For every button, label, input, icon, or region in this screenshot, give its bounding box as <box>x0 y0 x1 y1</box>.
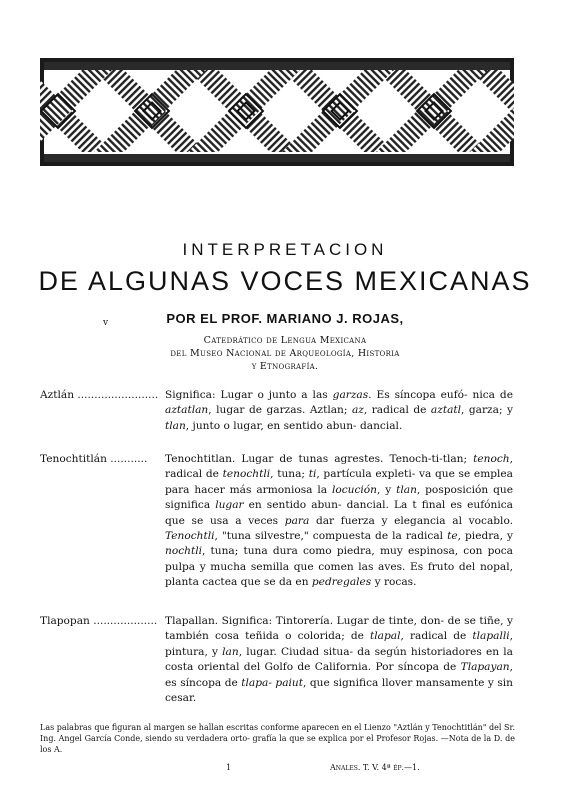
definition-text: , pintura, y <box>165 630 513 658</box>
annals-reference: Anales. T. V. 4ª ép.—1. <box>330 763 420 772</box>
definition-text: , posposición que significa <box>165 483 514 512</box>
definition-text: en sentido abun- dancial. La t final es eufónica que se usa a veces <box>165 499 513 527</box>
entry-definition <box>165 388 513 434</box>
italic-term: pedregales <box>311 576 372 589</box>
entry-term: Tenochtitlán ........... <box>40 453 148 465</box>
italic-term: lan <box>222 645 239 658</box>
italic-term: ti <box>308 468 317 481</box>
affiliation-line-1: Catedrático de Lengua Mexicana <box>203 335 367 346</box>
definition-text: , tuna; <box>270 468 309 481</box>
italic-term: te <box>447 530 458 543</box>
definition-text: , y <box>376 483 397 496</box>
entry-definition <box>165 452 513 591</box>
italic-term: tlapalli <box>472 630 510 643</box>
stray-mark: v <box>103 318 109 328</box>
italic-term: tenoch <box>473 453 510 465</box>
entry-term: Tlapopan ................... <box>40 615 158 627</box>
italic-term: para <box>284 514 310 527</box>
definition-text: Tlapallan. Significa: Tintorería. Lugar de tinte, don- de se tiñe, y también cosa teñida o colorida; de <box>165 615 513 643</box>
definition-text: , tuna; tuna dura como piedra, muy espinosa, con poca pulpa y mucha semilla que comen las aves. Es fruto del nopal, planta cactea que se da en <box>165 545 513 589</box>
definition-text: , es síncopa de <box>165 661 513 689</box>
definition-text: , junto o lugar, en sentido abun- dancial. <box>185 419 403 432</box>
definition-text: , que significa llover mansamente y sin cesar. <box>165 676 513 705</box>
definition-text: , garza; y <box>461 404 513 417</box>
italic-term: tenochtli <box>222 468 271 481</box>
author-line: POR EL PROF. MARIANO J. ROJAS, <box>166 311 404 326</box>
affiliation-line-3: y Etnografía. <box>251 361 319 372</box>
definition-text: , lugar. Ciudad situa- da según historiadores en la costa oriental del Golfo de California. Por síncopa de <box>165 645 513 674</box>
definition-text: Tenochtitlan. Lugar de tunas agrestes. Tenoch-ti-tlan; <box>165 453 474 465</box>
definition-text: , radical de <box>165 453 513 481</box>
italic-term: tlan <box>396 483 417 496</box>
definition-text: , radical de <box>400 630 473 643</box>
italic-term: az <box>351 404 364 417</box>
italic-term: locución <box>331 483 377 496</box>
definition-text: , "tuna silvestre," compuesta de la radical <box>214 530 448 543</box>
footnote: Las palabras que figuran al margen se hallan escritas conforme aparecen en el Lienzo "Aztlán y Tenochtitlán" del Sr. Ing. Angel García Conde, siendo su verdadera orto- grafía la que se explica por el Profesor Rojas. —Nota de la D. de los A. <box>40 723 515 754</box>
italic-term: garzas <box>332 389 369 401</box>
italic-term: aztatlan <box>165 404 209 417</box>
affiliation-line-2: del Museo Nacional de Arqueología, Historia <box>170 348 400 359</box>
definition-text: , lugar de garzas. Aztlan; <box>208 404 352 417</box>
definition-text: , radical de <box>363 404 431 417</box>
title-line-2: DE ALGUNAS VOCES MEXICANAS <box>38 266 532 296</box>
definition-text: , piedra, y <box>457 530 513 543</box>
italic-term: tlapa- paiut <box>241 676 303 689</box>
italic-term: Tlapayan <box>460 661 510 674</box>
title-line-1: INTERPRETACION <box>182 240 388 259</box>
entry-term: Aztlán ........................ <box>40 389 159 401</box>
entry-definition <box>165 614 513 706</box>
definition-text: Significa: Lugar o junto a las <box>165 389 333 401</box>
italic-term: Tenochtli <box>165 530 215 543</box>
definition-text: . Es síncopa eufó- nica de <box>368 389 513 401</box>
page-number: 1 <box>226 763 232 772</box>
definition-text: dar fuerza y elegancia al vocablo. <box>309 514 514 527</box>
italic-term: aztatl <box>430 404 462 417</box>
definition-text: y rocas. <box>371 576 417 589</box>
italic-term: lugar <box>215 499 244 512</box>
italic-term: tlan <box>165 419 186 432</box>
italic-term: tlapal <box>370 630 401 643</box>
italic-term: nochtli <box>165 545 202 558</box>
definition-text: , partícula expleti- va que se emplea para hacer más armoniosa la <box>165 468 513 496</box>
decorative-frieze <box>40 58 514 166</box>
